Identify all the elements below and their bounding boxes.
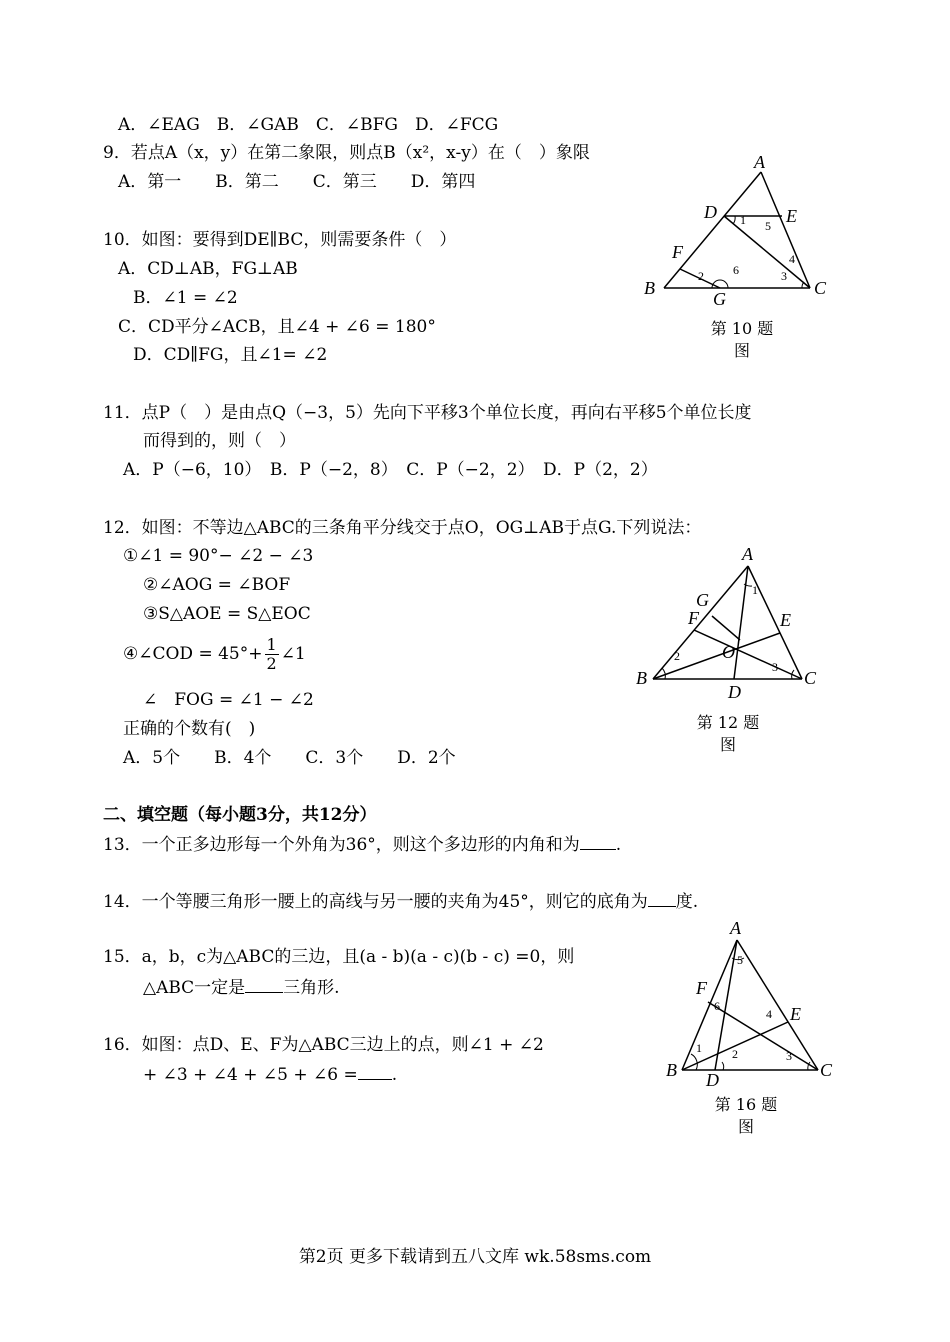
q16-line1: 16．如图：点D、E、F为△ABC三边上的点，则∠1 + ∠2 <box>103 1035 544 1055</box>
q12-statement-2: ②∠AOG = ∠BOF <box>143 575 291 595</box>
fig10-label-c: C <box>814 278 827 298</box>
q10-option-d: D．CD∥FG，且∠1= ∠2 <box>133 345 328 365</box>
fig12-angle-1: 1 <box>752 583 758 597</box>
q12-count-question: 正确的个数有( ) <box>123 719 256 739</box>
fig16-label-a: A <box>730 918 741 938</box>
q8-options: A．∠EAG B．∠GAB C．∠BFG D．∠FCG <box>118 115 499 135</box>
fig12-label-f: F <box>688 608 699 628</box>
q9-options: A．第一 B．第二 C．第三 D．第四 <box>118 172 476 192</box>
fig16-angle-5: 5 <box>737 953 743 967</box>
fig16-caption-line2: 图 <box>737 1117 754 1136</box>
fig10-angle-3: 3 <box>781 269 787 283</box>
fig12-label-a: A <box>742 544 753 564</box>
q16-text: + ∠3 + ∠4 + ∠5 + ∠6 = <box>143 1065 358 1085</box>
q10-option-a: A．CD⊥AB，FG⊥AB <box>118 259 298 279</box>
figure-12 <box>630 540 830 700</box>
q16-line2 <box>143 1063 397 1086</box>
fig16-angle-4: 4 <box>766 1007 772 1021</box>
q10-option-c: C．CD平分∠ACB，且∠4 + ∠6 = 180° <box>118 317 436 337</box>
fig10-label-g: G <box>713 289 726 308</box>
page-footer: 第2页 更多下载请到五八文库 wk.58sms.com <box>298 1247 652 1267</box>
q14-end: 度. <box>675 892 699 912</box>
fig10-angle-5: 5 <box>765 219 771 233</box>
q15-answer-blank[interactable] <box>245 976 283 993</box>
q11-stem-line1: 11．点P（ ）是由点Q（−3，5）先向下平移3个单位长度，再向右平移5个单位长度 <box>103 403 752 423</box>
q15-line1: 15．a，b，c为△ABC的三边，且(a - b)(a - c)(b - c) =0，则 <box>103 947 575 967</box>
q14-answer-blank[interactable] <box>648 890 676 907</box>
fig10-angle-2: 2 <box>698 269 704 283</box>
fig10-label-a: A <box>754 152 765 172</box>
fig12-label-g: G <box>696 590 709 610</box>
q16-end: . <box>391 1065 398 1085</box>
q15-end: 三角形. <box>283 978 340 998</box>
q12-stem: 12．如图：不等边△ABC的三条角平分线交于点O，OG⊥AB于点G.下列说法： <box>103 518 702 538</box>
q12-statement-5: ∠ FOG = ∠1 − ∠2 <box>143 690 314 710</box>
q12-statement-4 <box>123 634 306 674</box>
q14-line <box>103 890 698 913</box>
fig10-label-b: B <box>644 278 655 298</box>
q10-stem: 10．如图：要得到DE∥BC，则需要条件（ ） <box>103 230 457 250</box>
fig10-label-d: D <box>704 202 717 222</box>
fig12-label-d: D <box>728 682 741 700</box>
fig16-label-b: B <box>666 1060 677 1080</box>
fig16-angle-3: 3 <box>786 1049 792 1063</box>
fig10-angle-6: 6 <box>733 263 739 277</box>
fig16-caption-line1: 第 16 题 <box>714 1095 778 1114</box>
fig10-angle-1: 1 <box>740 213 746 227</box>
q13-end: . <box>615 835 622 855</box>
q12-s4-denominator: 2 <box>266 654 277 673</box>
q14-text: 14．一个等腰三角形一腰上的高线与另一腰的夹角为45°，则它的底角为 <box>103 892 648 912</box>
q12-s4-numerator: 1 <box>266 635 277 654</box>
fig16-label-c: C <box>820 1060 833 1080</box>
fig12-caption-line1: 第 12 题 <box>696 713 760 732</box>
fig16-angle-1: 1 <box>696 1041 702 1055</box>
fig16-angle-6: 6 <box>714 999 720 1013</box>
fig12-label-e: E <box>780 610 791 630</box>
q9-stem: 9．若点A（x，y）在第二象限，则点B（x²，x-y）在（ ）象限 <box>103 143 590 163</box>
q13-answer-blank[interactable] <box>580 833 616 850</box>
q12-statement-3: ③S△AOE = S△EOC <box>143 604 311 624</box>
fig10-angle-4: 4 <box>789 252 795 266</box>
fig16-angle-2: 2 <box>732 1047 738 1061</box>
fig10-caption-line2: 图 <box>733 341 750 360</box>
fig12-label-o: O <box>722 642 735 662</box>
fig12-angle-3: 3 <box>772 660 778 674</box>
fig12-angle-2: 2 <box>674 649 680 663</box>
q13-text: 13．一个正多边形每一个外角为36°，则这个多边形的内角和为 <box>103 835 580 855</box>
figure-16 <box>660 918 840 1094</box>
fig16-label-d: D <box>706 1070 719 1090</box>
q16-answer-blank[interactable] <box>358 1063 392 1080</box>
q12-statement-1: ①∠1 = 90°− ∠2 − ∠3 <box>123 546 314 566</box>
fig12-label-b: B <box>636 668 647 688</box>
q13-line <box>103 833 621 856</box>
fig10-label-f: F <box>672 242 683 262</box>
q10-option-b: B．∠1 = ∠2 <box>133 288 238 308</box>
fig16-label-f: F <box>696 978 707 998</box>
fig10-caption-line1: 第 10 题 <box>710 319 774 338</box>
q12-s4-suffix: ∠1 <box>280 644 306 664</box>
figure-10 <box>640 148 840 308</box>
section-2-heading: 二、填空题（每小题3分，共12分） <box>103 805 377 825</box>
q12-s4-prefix: ④∠COD = 45°+ <box>123 644 263 664</box>
fig10-label-e: E <box>786 206 797 226</box>
q12-options: A．5个 B．4个 C．3个 D．2个 <box>123 748 456 768</box>
fig12-label-c: C <box>804 668 817 688</box>
q12-s4-fraction <box>265 636 279 673</box>
fig16-label-e: E <box>790 1004 801 1024</box>
fig12-caption-line2: 图 <box>719 735 736 754</box>
q15-text: △ABC一定是 <box>143 978 246 998</box>
q15-line2 <box>143 976 340 999</box>
q11-options: A．P（−6，10） B．P（−2，8） C．P（−2，2） D．P（2，2） <box>123 460 658 480</box>
q11-stem-line2: 而得到的，则（ ） <box>143 431 296 451</box>
